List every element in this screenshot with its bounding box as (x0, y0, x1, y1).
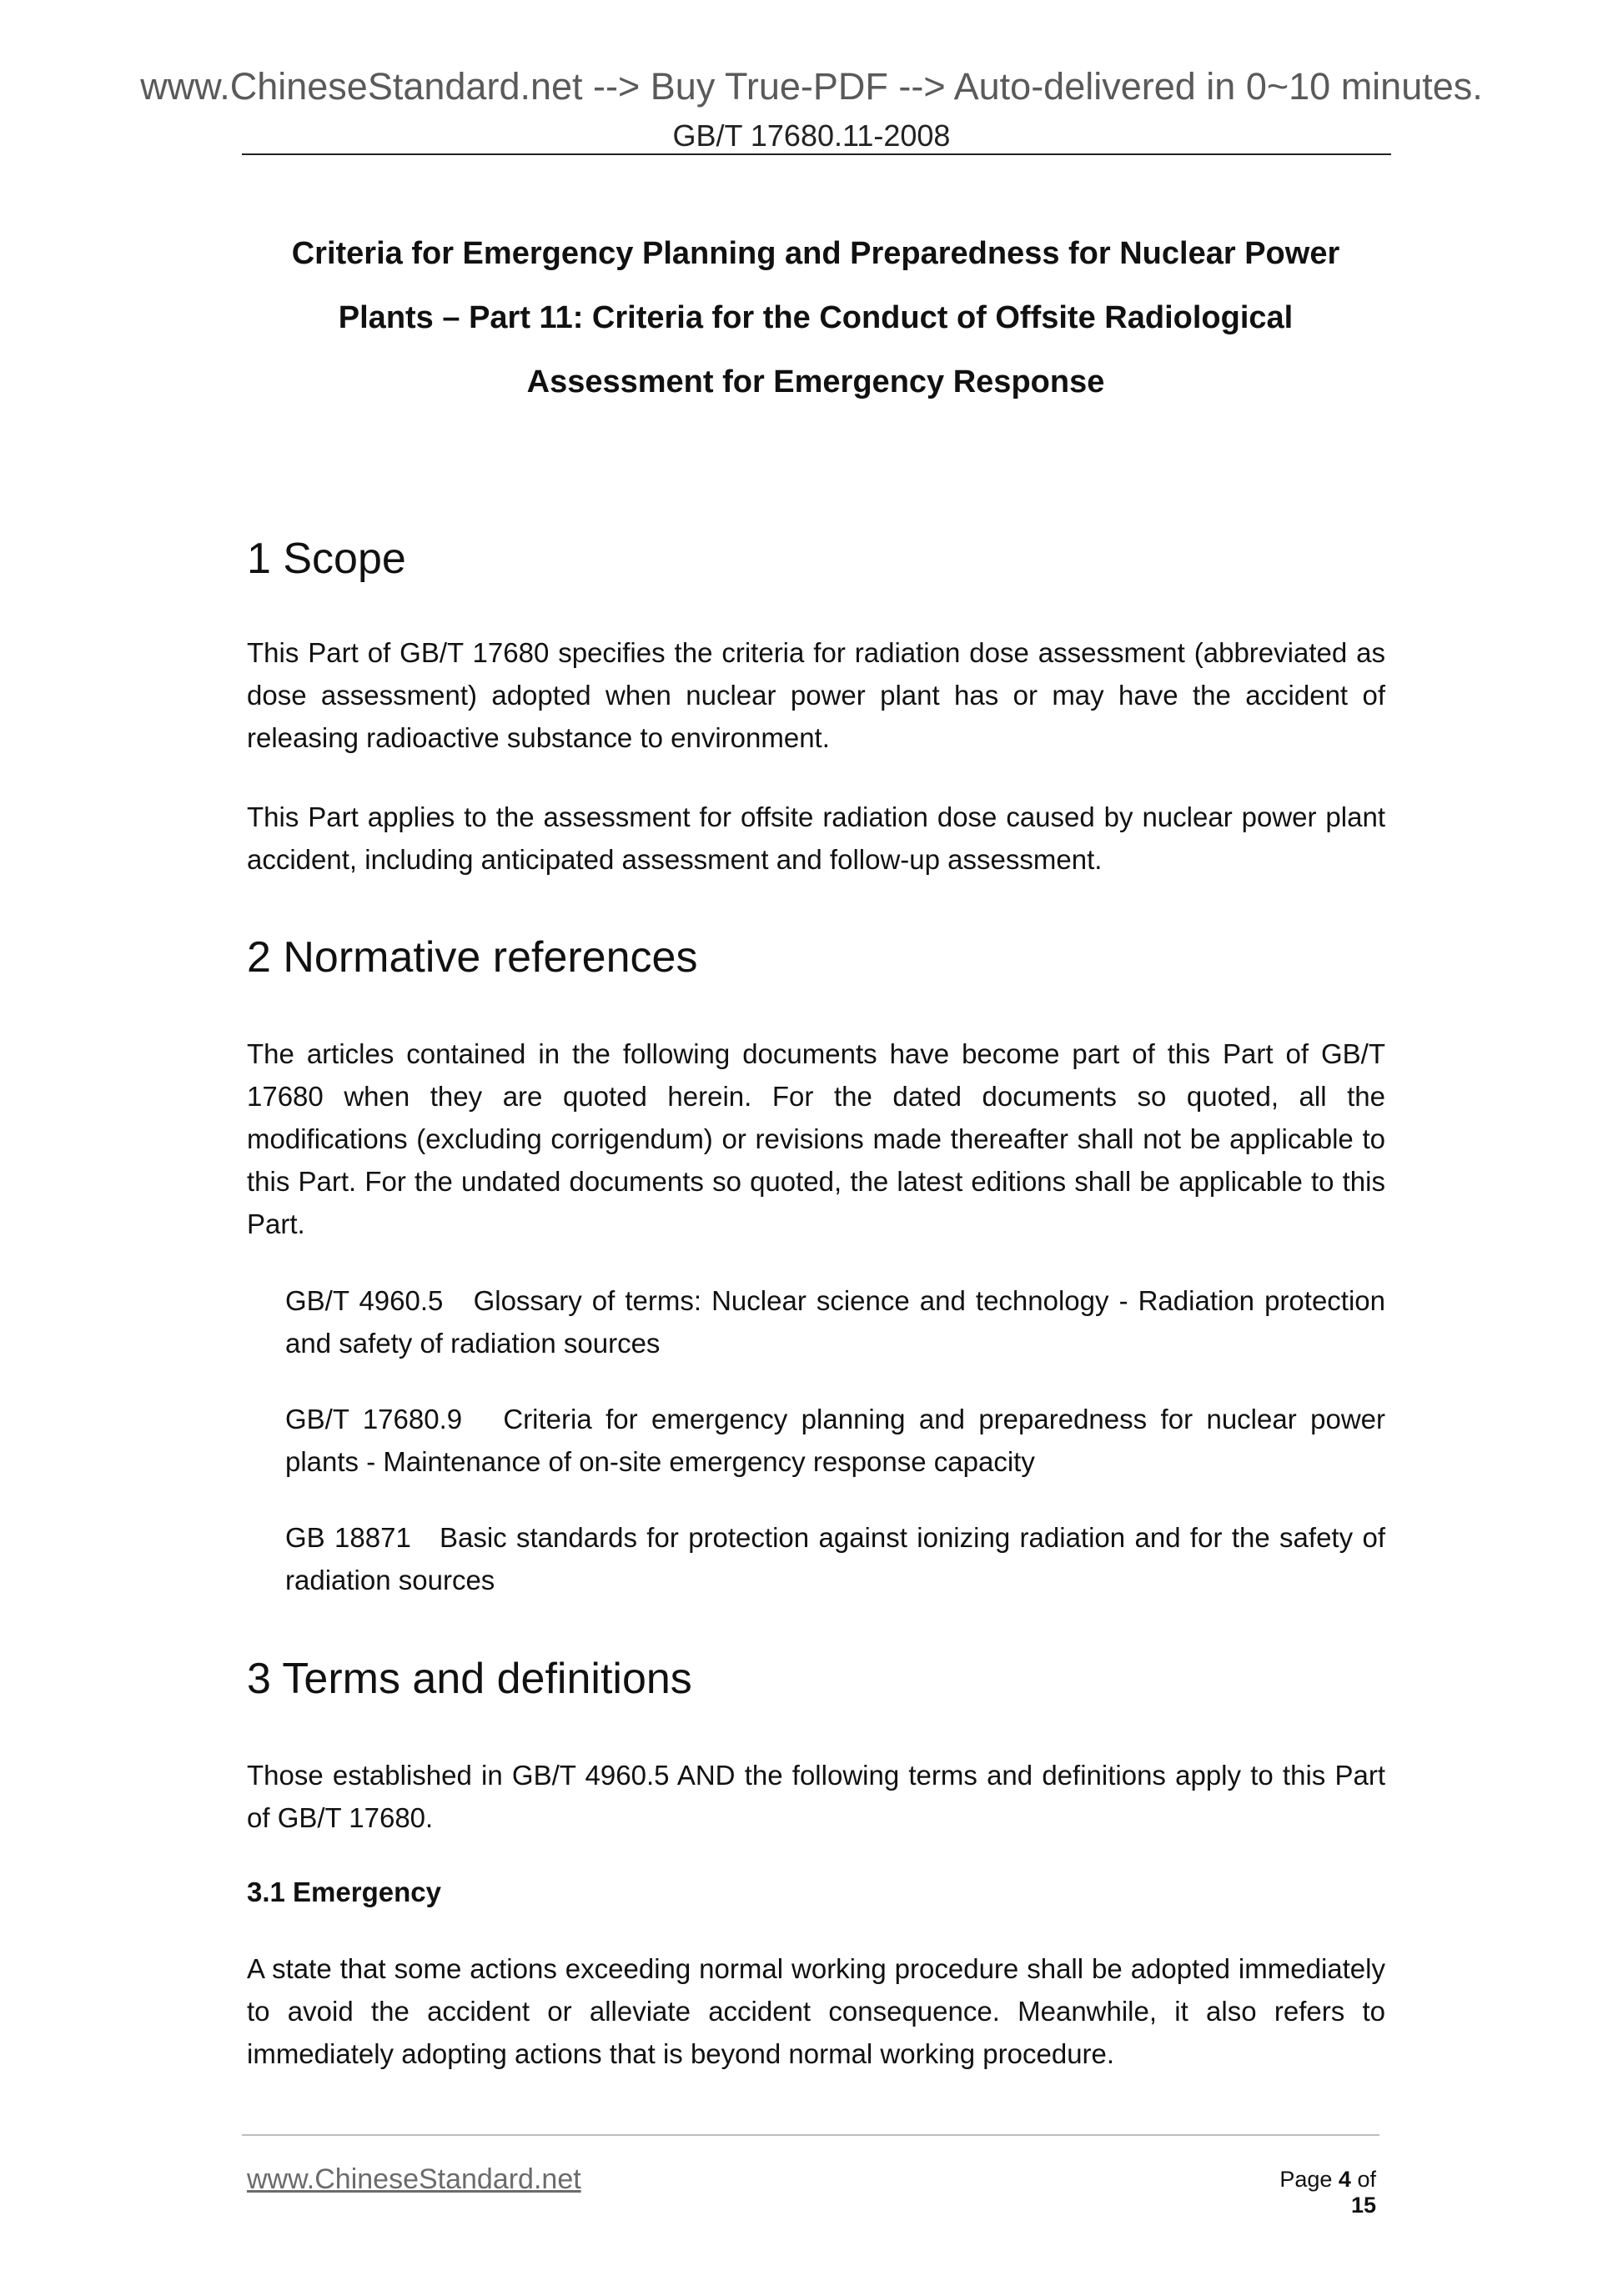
reference-item (285, 1516, 1385, 1601)
page-number (1251, 2167, 1376, 2218)
section-heading-terms: 3 Terms and definitions (247, 1655, 692, 1703)
page-current: 4 (1338, 2167, 1351, 2192)
document-title (209, 222, 1423, 414)
header-banner[interactable]: www.ChineseStandard.net --> Buy True-PDF --> Auto-delivered in 0~10 minutes. (140, 65, 1483, 108)
reference-code: GB 18871 (285, 1522, 411, 1553)
page-total: 15 (1350, 2193, 1376, 2218)
title-line-1: Criteria for Emergency Planning and Preparedness for Nuclear Power (291, 236, 1340, 271)
page-label: Page (1279, 2167, 1333, 2192)
term-heading-emergency: 3.1 Emergency (247, 1876, 441, 1907)
scope-paragraph-1: This Part of GB/T 17680 specifies the criteria for radiation dose assessment (abbreviated as dose assessment) adopted when nuclear power plant has or may have the accident of releasing radioactive substance to environment. (247, 637, 1385, 753)
term-definition-emergency: A state that some actions exceeding normal working procedure shall be adopted immediately to avoid the accident or alleviate accident consequence. Meanwhile, it also refers to immediately adopting actions that is beyond normal working procedure. (247, 1953, 1385, 2069)
terms-intro: Those established in GB/T 4960.5 AND the following terms and definitions apply to this Part of GB/T 17680. (247, 1760, 1385, 1833)
reference-code: GB/T 17680.9 (285, 1404, 463, 1434)
reference-code: GB/T 4960.5 (285, 1285, 444, 1316)
title-line-3: Assessment for Emergency Response (526, 364, 1105, 399)
reference-title: Basic standards for protection against ionizing radiation and for the safety of radiation sources (285, 1522, 1385, 1595)
standard-number: GB/T 17680.11-2008 (672, 118, 951, 153)
reference-item (285, 1398, 1385, 1483)
title-line-2: Plants – Part 11: Criteria for the Conduct of Offsite Radiological (338, 300, 1294, 335)
references-intro: The articles contained in the following documents have become part of this Part of GB/T 17680 when they are quoted herein. For the dated documents so quoted, all the modifications (excluding corrigendum) or revisions made thereafter shall not be applicable to this Part. For the undated documents so quoted, the latest editions shall be applicable to this Part. (247, 1038, 1385, 1239)
footer-website-link[interactable]: www.ChineseStandard.net (247, 2163, 581, 2195)
scope-paragraph-2: This Part applies to the assessment for offsite radiation dose caused by nuclear power plant accident, including anticipated assessment and follow-up assessment. (247, 801, 1385, 875)
page-of: of (1357, 2167, 1376, 2192)
section-heading-scope: 1 Scope (247, 535, 406, 583)
header-divider (242, 153, 1391, 155)
section-heading-references: 2 Normative references (247, 933, 698, 982)
footer-divider (242, 2134, 1379, 2136)
reference-title: Glossary of terms: Nuclear science and technology - Radiation protection and safety of radiation sources (285, 1285, 1386, 1359)
reference-title: Criteria for emergency planning and preparedness for nuclear power plants - Maintenance of on-site emergency response capacity (285, 1404, 1385, 1477)
reference-item (285, 1279, 1385, 1364)
